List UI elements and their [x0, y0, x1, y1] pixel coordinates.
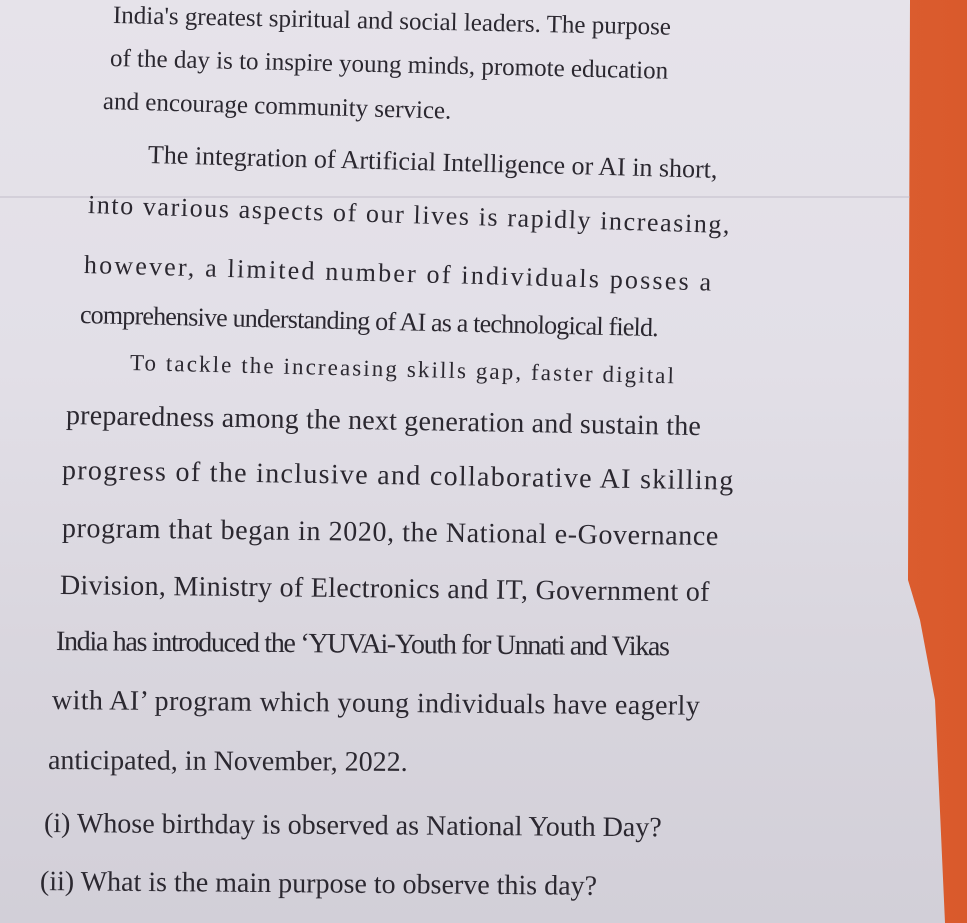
- text-line: India has introduced the ‘YUVAi-Youth for Unnati and Vikas: [55, 626, 669, 663]
- text-line: The integration of Artificial Intelligence or AI in short,: [147, 140, 718, 184]
- text-line: and encourage community service.: [102, 88, 452, 125]
- text-line: with AI’ program which young individuals have eagerly: [51, 685, 701, 722]
- text-line: To tackle the increasing skills gap, faster digital: [129, 350, 677, 389]
- text-line: comprehensive understanding of AI as a technological field.: [79, 300, 659, 343]
- text-line: program that began in 2020, the National e-Governance: [61, 513, 720, 553]
- text-line: anticipated, in November, 2022.: [47, 745, 408, 778]
- question-1: (i) Whose birthday is observed as National Youth Day?: [43, 808, 662, 844]
- question-2: (ii) What is the main purpose to observe this day?: [39, 866, 598, 902]
- text-line: Division, Ministry of Electronics and IT, Government of: [59, 570, 710, 608]
- text-line: into various aspects of our lives is rapidly increasing,: [87, 190, 732, 240]
- text-line: of the day is to inspire young minds, promote education: [109, 45, 669, 85]
- text-line: preparedness among the next generation and sustain the: [65, 400, 702, 443]
- text-line: India's greatest spiritual and social leaders. The purpose: [112, 2, 672, 41]
- text-line: progress of the inclusive and collaborative AI skilling: [61, 455, 735, 497]
- text-line: however, a limited number of individuals posses a: [83, 250, 714, 297]
